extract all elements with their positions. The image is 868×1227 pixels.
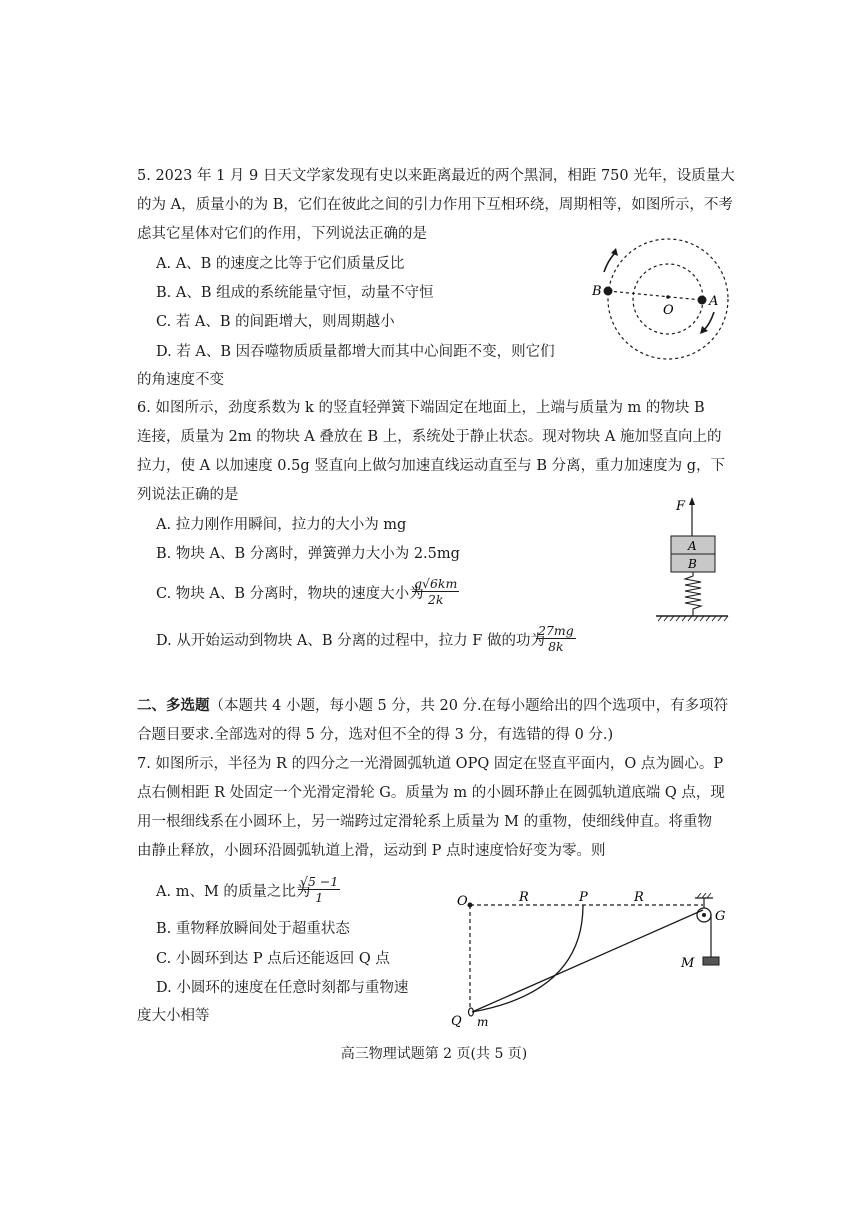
q5-option-d-cont: 的角速度不变 [137,372,224,388]
q5-option-d: D. 若 A、B 因吞噬物质质量都增大而其中心间距不变，则它们 [156,344,555,360]
label-r1: R [519,890,529,905]
q6-line-1: 6. 如图所示，劲度系数为 k 的竖直轻弹簧下端固定在地面上，上端与质量为 m 的物块 B [137,400,705,416]
q5-line-3: 虑其它星体对它们的作用，下列说法正确的是 [137,226,427,242]
label-block-a: A [688,539,697,553]
label-m-big: M [681,956,695,971]
label-q: Q [451,1014,462,1029]
pulley-axle [702,913,706,917]
q6-frac-d [536,623,576,654]
label-m-small: m [477,1015,489,1029]
q7-option-a: A. m、M 的质量之比为 [156,884,311,900]
arrow-b [604,252,616,272]
label-r2: R [634,890,644,905]
weight-m [703,957,719,965]
section2-line-2: 合题目要求.全部选对的得 5 分，选对但不全的得 3 分，有选错的得 0 分.) [137,727,614,743]
q6-option-a: A. 拉力刚作用瞬间，拉力的大小为 mg [156,517,407,533]
label-block-b: B [688,557,697,571]
q7-option-d: D. 小圆环的速度在任意时刻都与重物速 [156,980,409,996]
q6-option-c: C. 物块 A、B 分离时，物块的速度大小为 [156,586,424,602]
q7-option-c: C. 小圆环到达 P 点后还能返回 Q 点 [156,951,390,967]
label-b: B [592,284,602,299]
q5-option-a: A. A、B 的速度之比等于它们质量反比 [156,256,405,272]
q6-option-d: D. 从开始运动到物块 A、B 分离的过程中，拉力 F 做的功为 [156,633,545,649]
q5-line-2: 的为 A，质量小的为 B，它们在彼此之间的引力作用下互相环绕，周期相等，如图所示，不考 [137,197,733,213]
string [472,910,703,1012]
q7-option-b: B. 重物释放瞬间处于超重状态 [156,921,350,937]
q7-option-d-cont: 度大小相等 [137,1008,210,1024]
q6-frac-c-den: 2k [427,592,444,607]
q7-frac-a-den: 1 [315,890,324,905]
body-b [604,287,613,296]
q5-option-b: B. A、B 组成的系统能量守恒，动量不守恒 [156,285,434,301]
q6-spring-figure [652,494,732,624]
ab-line [608,291,702,300]
q6-option-b: B. 物块 A、B 分离时，弹簧弹力大小为 2.5mg [156,546,460,562]
label-g: G [715,909,726,924]
spring [685,572,701,616]
q6-frac-c [412,576,459,607]
point-o [468,903,473,908]
q5-option-c: C. 若 A、B 的间距增大，则周期越小 [156,314,395,330]
q7-line-4: 由静止释放，小圆环沿圆弧轨道上滑，运动到 P 点时速度恰好变为零。则 [137,843,606,859]
arrow-a [704,312,714,330]
q6-line-4: 列说法正确的是 [137,487,239,503]
label-f: F [676,499,686,514]
section2-heading: 二、多选题 [137,697,210,714]
ground-hatch [658,616,728,621]
label-a: A [709,294,719,309]
page-footer: 高三物理试题第 2 页(共 5 页) [340,1046,528,1062]
q6-frac-d-num: 27mg [538,623,574,638]
center-o [666,295,670,299]
q6-frac-c-num: g√6km [414,576,458,591]
section2-line-1 [137,696,728,716]
label-p: P [579,890,588,905]
arc-track [472,905,583,1012]
q7-arc-figure [445,872,745,1032]
q7-frac-a-num: √5 −1 [300,874,339,889]
q7-line-1: 7. 如图所示，半径为 R 的四分之一光滑圆弧轨道 OPQ 固定在竖直平面内，O 点为圆心。P [137,756,724,772]
arrow-b-head [611,248,618,256]
ceiling-hatch [697,893,711,898]
q6-frac-d-den: 8k [548,639,564,654]
q6-line-2: 连接，质量为 2m 的物块 A 叠放在 B 上，系统处于静止状态。现对物块 A 施加竖直向上的 [137,429,722,445]
q7-line-3: 用一根细线系在小圆环上，另一端跨过定滑轮系上质量为 M 的重物，使细线伸直。将重物 [137,814,713,830]
body-a [698,296,707,305]
force-arrow-head [689,497,695,505]
label-o: O [663,303,674,318]
label-o: O [457,894,468,909]
q5-line-1: 5. 2023 年 1 月 9 日天文学家发现有史以来距离最近的两个黑洞，相距 750 光年，设质量大 [137,168,735,184]
q6-line-3: 拉力，使 A 以加速度 0.5g 竖直向上做匀加速直线运动直至与 B 分离，重力加速度为 g，下 [137,458,726,474]
section2-desc-1: （本题共 4 小题，每小题 5 分，共 20 分.在每小题给出的四个选项中，有多项符 [209,698,729,714]
q7-frac-a [298,874,340,905]
q5-orbit-figure [586,232,736,366]
q7-line-2: 点右侧相距 R 处固定一个光滑定滑轮 G。质量为 m 的小圆环静止在圆弧轨道底端 Q 点，现 [137,785,725,801]
